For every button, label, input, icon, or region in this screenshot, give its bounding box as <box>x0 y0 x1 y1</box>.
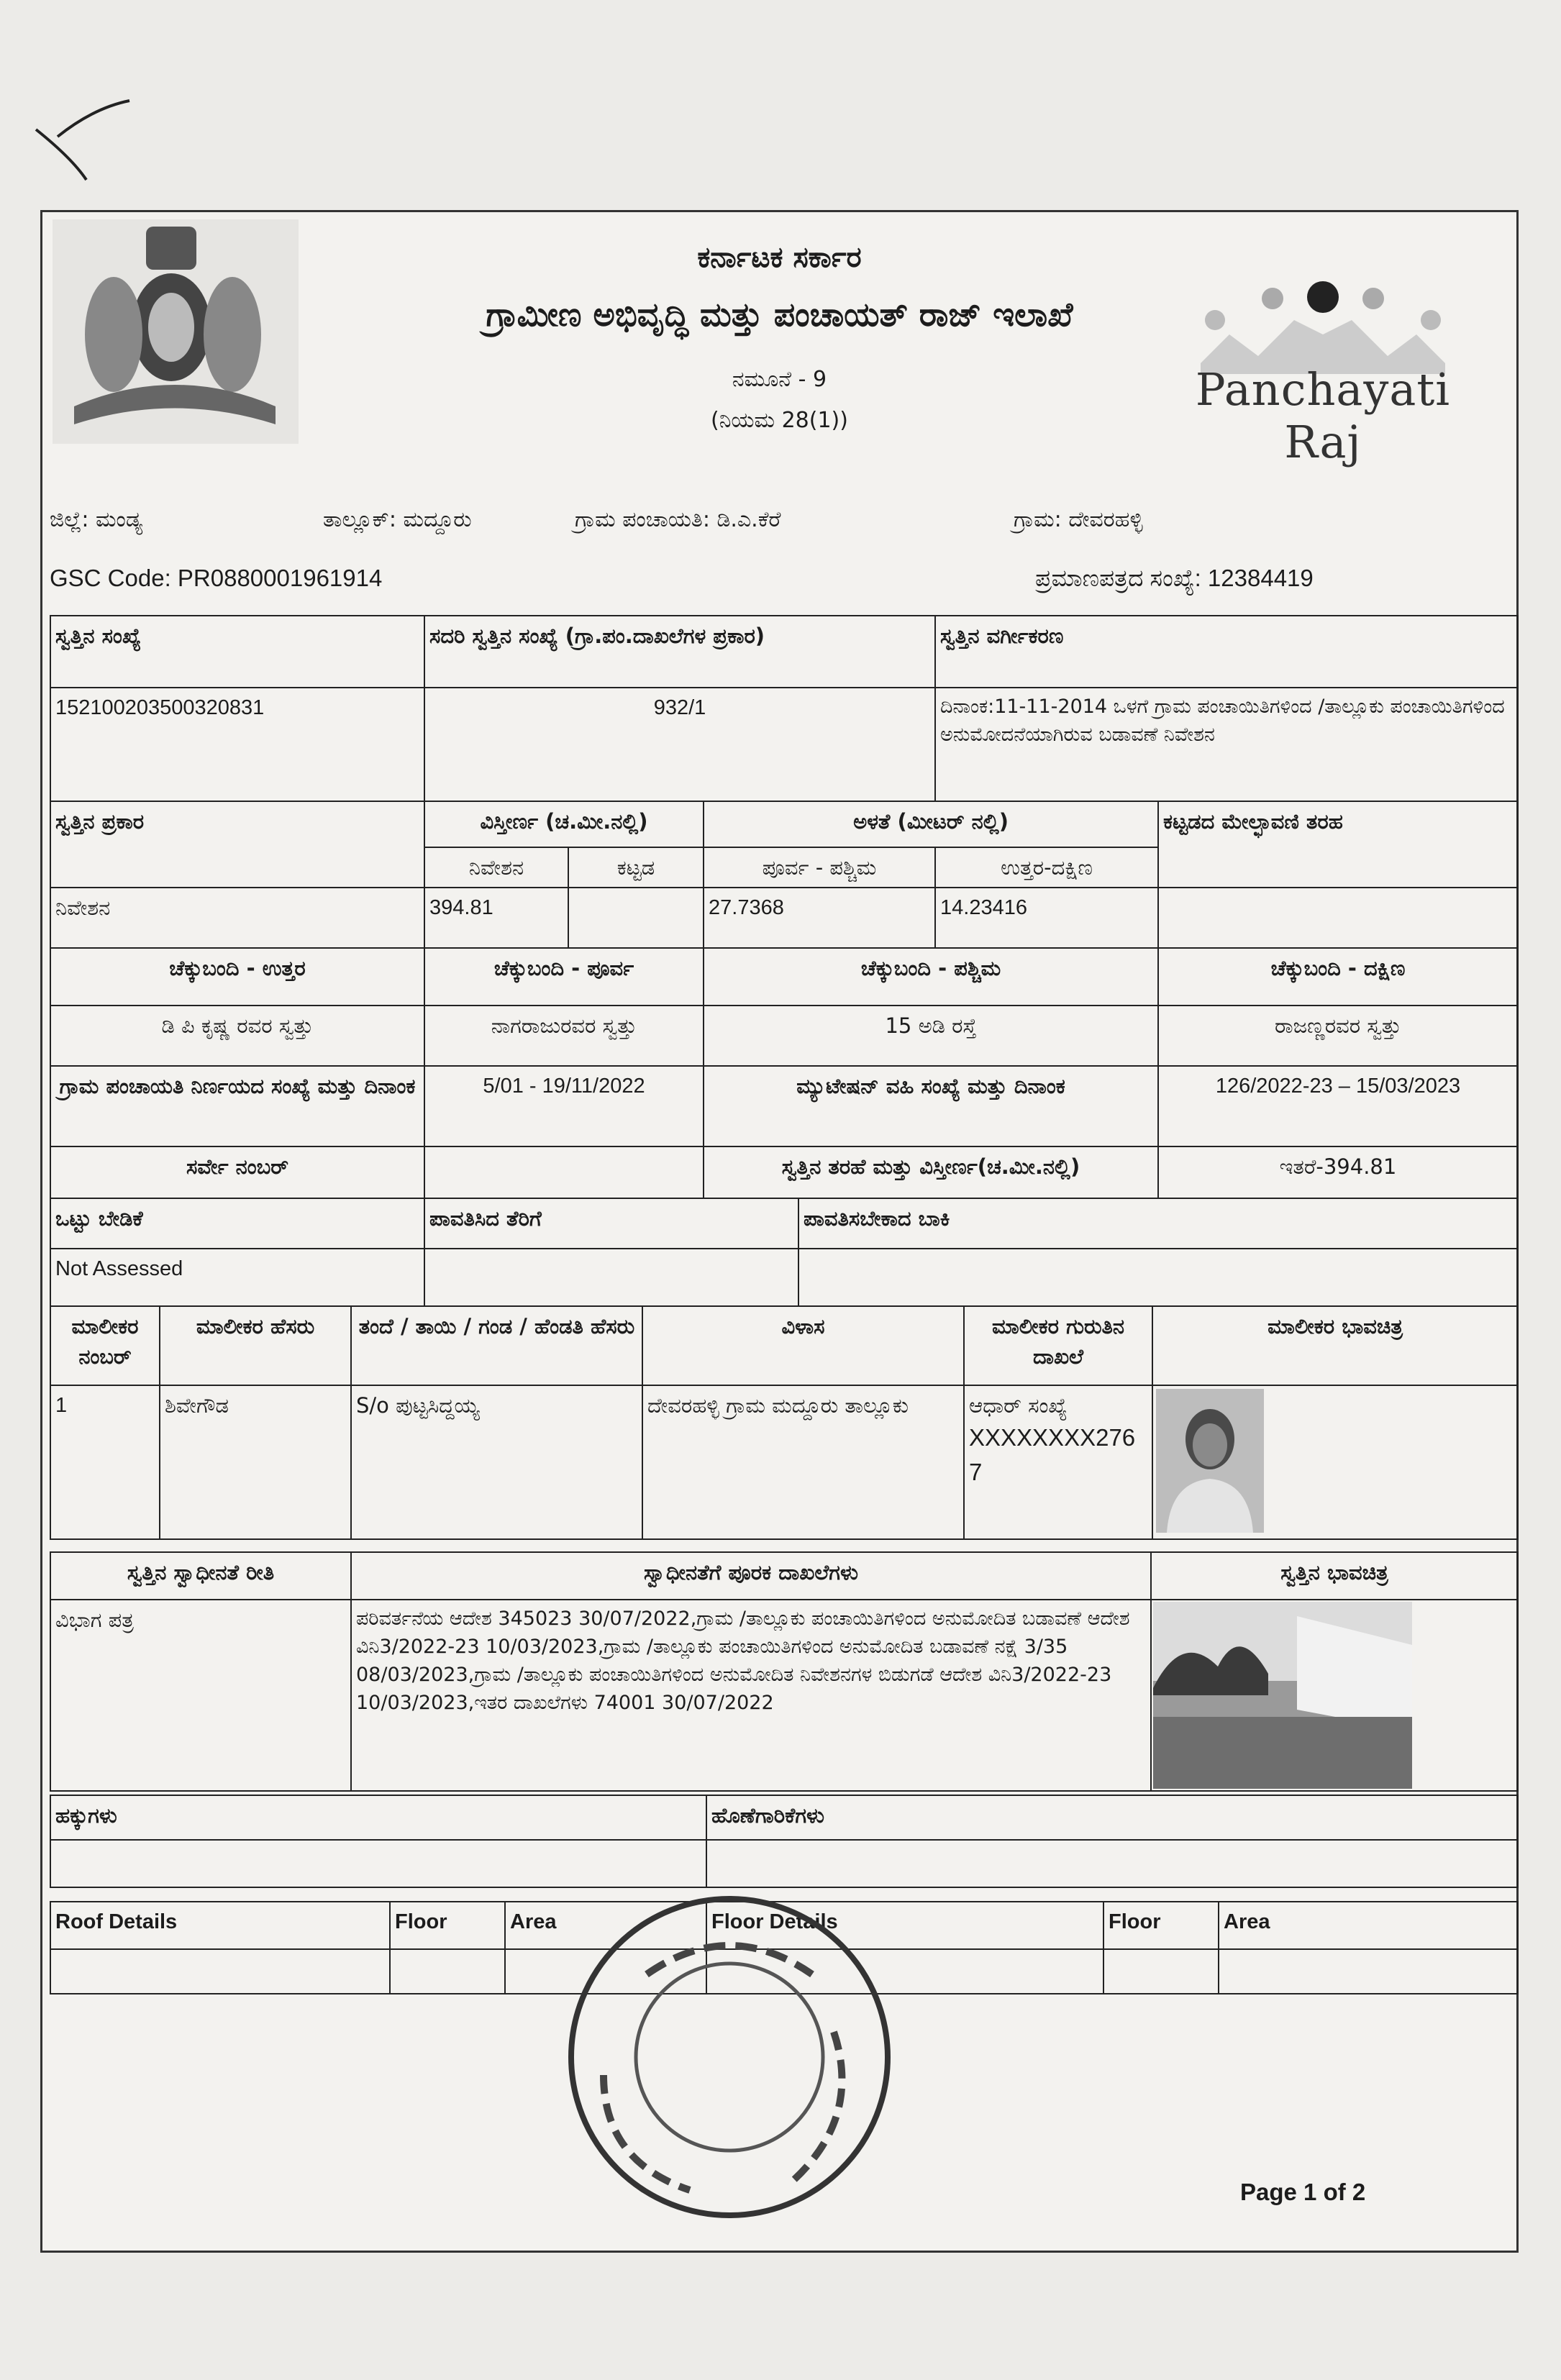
north-boundary: ಡಿ ಪಿ ಕೃಷ್ಣ ರವರ ಸ್ವತ್ತು <box>50 1006 424 1066</box>
village: ಗ್ರಾಮ: ದೇವರಹಳ್ಳಿ <box>1014 507 1143 532</box>
roof-type <box>1158 888 1518 948</box>
relation-name-label: ತಂದೆ / ತಾಯಿ / ಗಂಡ / ಹೆಂಡತಿ ಹೆಸರು <box>351 1306 642 1385</box>
taluk: ತಾಲ್ಲೂಕ್: ಮದ್ದೂರು <box>323 507 472 532</box>
government-title: ಕರ್ನಾಟಕ ಸರ್ಕಾರ <box>697 241 862 274</box>
owner-table <box>50 1305 1519 1540</box>
rights <box>50 1840 706 1887</box>
roof-details-label: Roof Details <box>50 1902 390 1949</box>
gsc-code: GSC Code: PR0880001961914 <box>50 565 383 591</box>
panchayat-seal <box>560 1888 898 2226</box>
floor-value <box>390 1949 505 1994</box>
owner-number: 1 <box>50 1385 160 1539</box>
area-label-2: Area <box>1219 1902 1518 1949</box>
property-kind-label: ಸ್ವತ್ತಿನ ತರಹೆ ಮತ್ತು ವಿಸ್ತೀರ್ಣ(ಚ.ಮೀ.ನಲ್ಲಿ) <box>704 1146 1158 1198</box>
district: ಜಿಲ್ಲೆ: ಮಂಡ್ಯ <box>50 507 143 532</box>
floor-details-label: Floor Details <box>706 1902 1103 1949</box>
roof-type-label: ಕಟ್ಟಡದ ಮೇಲ್ಛಾವಣಿ ತರಹ <box>1158 801 1518 888</box>
form-number: ನಮೂನೆ - 9 <box>732 367 827 392</box>
site-area: 394.81 <box>424 888 568 948</box>
property-number-label: ಸ್ವತ್ತಿನ ಸಂಖ್ಯೆ <box>50 616 424 688</box>
gram-panchayat: ಗ್ರಾಮ ಪಂಚಾಯತಿ: ಡಿ.ಎ.ಕೆರೆ <box>575 507 781 532</box>
owner-photo-cell <box>1152 1385 1518 1539</box>
address-label: ವಿಳಾಸ <box>642 1306 964 1385</box>
property-certificate <box>40 210 1519 2253</box>
site-label: ನಿವೇಶನ <box>424 847 568 888</box>
east-west-label: ಪೂರ್ವ - ಪಶ್ಚಿಮ <box>704 847 935 888</box>
west-boundary-label: ಚೆಕ್ಕುಬಂದಿ - ಪಶ್ಚಿಮ <box>704 948 1158 1006</box>
north-south-label: ಉತ್ತರ-ದಕ್ಷಿಣ <box>935 847 1158 888</box>
south-boundary: ರಾಜಣ್ಣರವರ ಸ್ವತ್ತು <box>1158 1006 1518 1066</box>
property-photo-label: ಸ್ವತ್ತಿನ ಭಾವಚಿತ್ರ <box>1151 1552 1518 1600</box>
old-number-label: ಸದರಿ ಸ್ವತ್ತಿನ ಸಂಖ್ಯೆ (ಗ್ರಾ.ಪಂ.ದಾಖಲೆಗಳ ಪ್ರಕಾರ) <box>424 616 935 688</box>
property-number: 152100203500320831 <box>50 688 424 801</box>
east-boundary: ನಾಗರಾಜುರವರ ಸ್ವತ್ತು <box>424 1006 704 1066</box>
north-boundary-label: ಚೆಕ್ಕುಬಂದಿ - ಉತ್ತರ <box>50 948 424 1006</box>
roof-details-value <box>50 1949 390 1994</box>
relation-name: S/o ಪುಟ್ಟಸಿದ್ದಯ್ಯ <box>351 1385 642 1539</box>
floor-value-2 <box>1103 1949 1219 1994</box>
liabilities <box>706 1840 1518 1887</box>
supporting-docs: ಪರಿವರ್ತನೆಯ ಆದೇಶ 345023 30/07/2022,ಗ್ರಾಮ /ತಾಲ್ಲೂಕು ಪಂಚಾಯಿತಿಗಳಿಂದ ಅನುಮೋದಿತ ಬಡಾವಣೆ ಆದೇಶ ವಿನಿ3/2022-23 10/03/2023,ಗ್ರಾಮ /ತಾಲ್ಲೂಕು ಪಂಚಾಯಿತಿಗಳಿಂದ ಅನುಮೋದಿತ ಬಡಾವಣೆ ನಕ್ಷೆ 3/35 08/03/2023,ಗ್ರಾಮ /ತಾಲ್ಲೂಕು ಪಂಚಾಯಿತಿಗಳಿಂದ ಅನುಮೋದಿತ ನಿವೇಶನಗಳ ಬಿಡುಗಡೆ ಆದೇಶ ವಿನಿ3/2022-23 10/03/2023,ಇತರ ದಾಖಲೆಗಳು 74001 30/07/2022 <box>351 1600 1151 1791</box>
south-boundary-label: ಚೆಕ್ಕುಬಂದಿ - ದಕ್ಷಿಣ <box>1158 948 1518 1006</box>
east-boundary-label: ಚೆಕ್ಕುಬಂದಿ - ಪೂರ್ವ <box>424 948 704 1006</box>
owner-photo-label: ಮಾಲೀಕರ ಭಾವಚಿತ್ರ <box>1152 1306 1518 1385</box>
owner-number-label: ಮಾಲೀಕರ ನಂಬರ್ <box>50 1306 160 1385</box>
gp-resolution-label: ಗ್ರಾಮ ಪಂಚಾಯತಿ ನಿರ್ಣಯದ ಸಂಖ್ಯೆ ಮತ್ತು ದಿನಾಂಕ <box>50 1066 424 1146</box>
tax-table <box>50 1198 1519 1307</box>
gp-resolution: 5/01 - 19/11/2022 <box>424 1066 704 1146</box>
dimensions-table <box>50 801 1519 949</box>
floor-label-2: Floor <box>1103 1902 1219 1949</box>
property-kind-area: ಇತರೆ-394.81 <box>1158 1146 1518 1198</box>
property-type: ನಿವೇಶನ <box>50 888 424 948</box>
area-label: ವಿಸ್ತೀರ್ಣ (ಚ.ಮೀ.ನಲ್ಲಿ) <box>424 801 704 847</box>
mutation-label: ಮ್ಯುಟೇಷನ್ ವಹಿ ಸಂಖ್ಯೆ ಮತ್ತು ದಿನಾಂಕ <box>704 1066 1158 1146</box>
certificate-number: ಪ್ರಮಾಣಪತ್ರದ ಸಂಖ್ಯೆ: 12384419 <box>1035 565 1314 591</box>
rights-label: ಹಕ್ಕುಗಳು <box>50 1795 706 1840</box>
id-document-label: ಮಾಲೀಕರ ಗುರುತಿನ ದಾಖಲೆ <box>964 1306 1152 1385</box>
page-number: Page 1 of 2 <box>1240 2179 1366 2205</box>
aadhaar-number: XXXXXXXX2767 <box>969 1424 1136 1485</box>
balance-due-label: ಪಾವತಿಸಬೇಕಾದ ಬಾಕಿ <box>798 1198 1518 1249</box>
supporting-docs-label: ಸ್ವಾಧೀನತೆಗೆ ಪೂರಕ ದಾಖಲೆಗಳು <box>351 1552 1151 1600</box>
total-demand-label: ಒಟ್ಟು ಬೇಡಿಕೆ <box>50 1198 424 1249</box>
building-label: ಕಟ್ಟಡ <box>568 847 704 888</box>
survey-number-label: ಸರ್ವೇ ನಂಬರ್ <box>50 1146 424 1198</box>
owner-photo <box>1156 1389 1264 1533</box>
ownership-mode: ವಿಭಾಗ ಪತ್ರ <box>50 1600 351 1791</box>
ownership-mode-label: ಸ್ವತ್ತಿನ ಸ್ವಾಧೀನತೆ ರೀತಿ <box>50 1552 351 1600</box>
area-label: Area <box>505 1902 706 1949</box>
id-type: ಆಧಾರ್ ಸಂಖ್ಯೆ <box>969 1393 1068 1418</box>
floor-label: Floor <box>390 1902 505 1949</box>
liabilities-label: ಹೊಣೆಗಾರಿಕೆಗಳು <box>706 1795 1518 1840</box>
measure-label: ಅಳತೆ (ಮೀಟರ್ ನಲ್ಲಿ) <box>704 801 1158 847</box>
boundaries-table <box>50 947 1519 1199</box>
department-title: ಗ್ರಾಮೀಣ ಅಭಿವೃದ್ಧಿ ಮತ್ತು ಪಂಚಾಯತ್ ರಾಜ್ ಇಲಾಖೆ <box>486 295 1073 334</box>
building-area <box>568 888 704 948</box>
area-value-2 <box>1219 1949 1518 1994</box>
ownership-table <box>50 1551 1519 1792</box>
tax-paid-label: ಪಾವತಿಸಿದ ತೆರಿಗೆ <box>424 1198 798 1249</box>
west-boundary: 15 ಅಡಿ ರಸ್ತೆ <box>704 1006 1158 1066</box>
property-id-table <box>50 615 1519 802</box>
rule-number: (ನಿಯಮ 28(1)) <box>711 408 848 433</box>
mutation-register: 126/2022-23 – 15/03/2023 <box>1158 1066 1518 1146</box>
classification-label: ಸ್ವತ್ತಿನ ವರ್ಗೀಕರಣ <box>935 616 1518 688</box>
handwritten-mark <box>29 86 144 187</box>
old-number: 932/1 <box>424 688 935 801</box>
total-demand: Not Assessed <box>50 1249 424 1306</box>
tax-paid <box>424 1249 798 1306</box>
owner-address: ದೇವರಹಳ್ಳಿ ಗ್ರಾಮ ಮದ್ದೂರು ತಾಲ್ಲೂಕು <box>642 1385 964 1539</box>
balance-due <box>798 1249 1518 1306</box>
type-label: ಸ್ವತ್ತಿನ ಪ್ರಕಾರ <box>50 801 424 888</box>
north-south-length: 14.23416 <box>935 888 1158 948</box>
panchayati-raj-text: Panchayati Raj <box>1195 363 1451 468</box>
east-west-length: 27.7368 <box>704 888 935 948</box>
property-photo-cell <box>1151 1600 1518 1791</box>
property-photo <box>1153 1602 1412 1789</box>
owner-name-label: ಮಾಲೀಕರ ಹೆಸರು <box>160 1306 351 1385</box>
id-document <box>964 1385 1152 1539</box>
classification: ದಿನಾಂಕ:11-11-2014 ಒಳಗೆ ಗ್ರಾಮ ಪಂಚಾಯಿತಿಗಳಿಂದ /ತಾಲ್ಲೂಕು ಪಂಚಾಯಿತಿಗಳಿಂದ ಅನುಮೋದನೆಯಾಗಿರುವ ಬಡಾವಣೆ ನಿವೇಶನ <box>935 688 1518 801</box>
rights-table <box>50 1795 1519 1888</box>
owner-name: ಶಿವೇಗೌಡ <box>160 1385 351 1539</box>
survey-number <box>424 1146 704 1198</box>
